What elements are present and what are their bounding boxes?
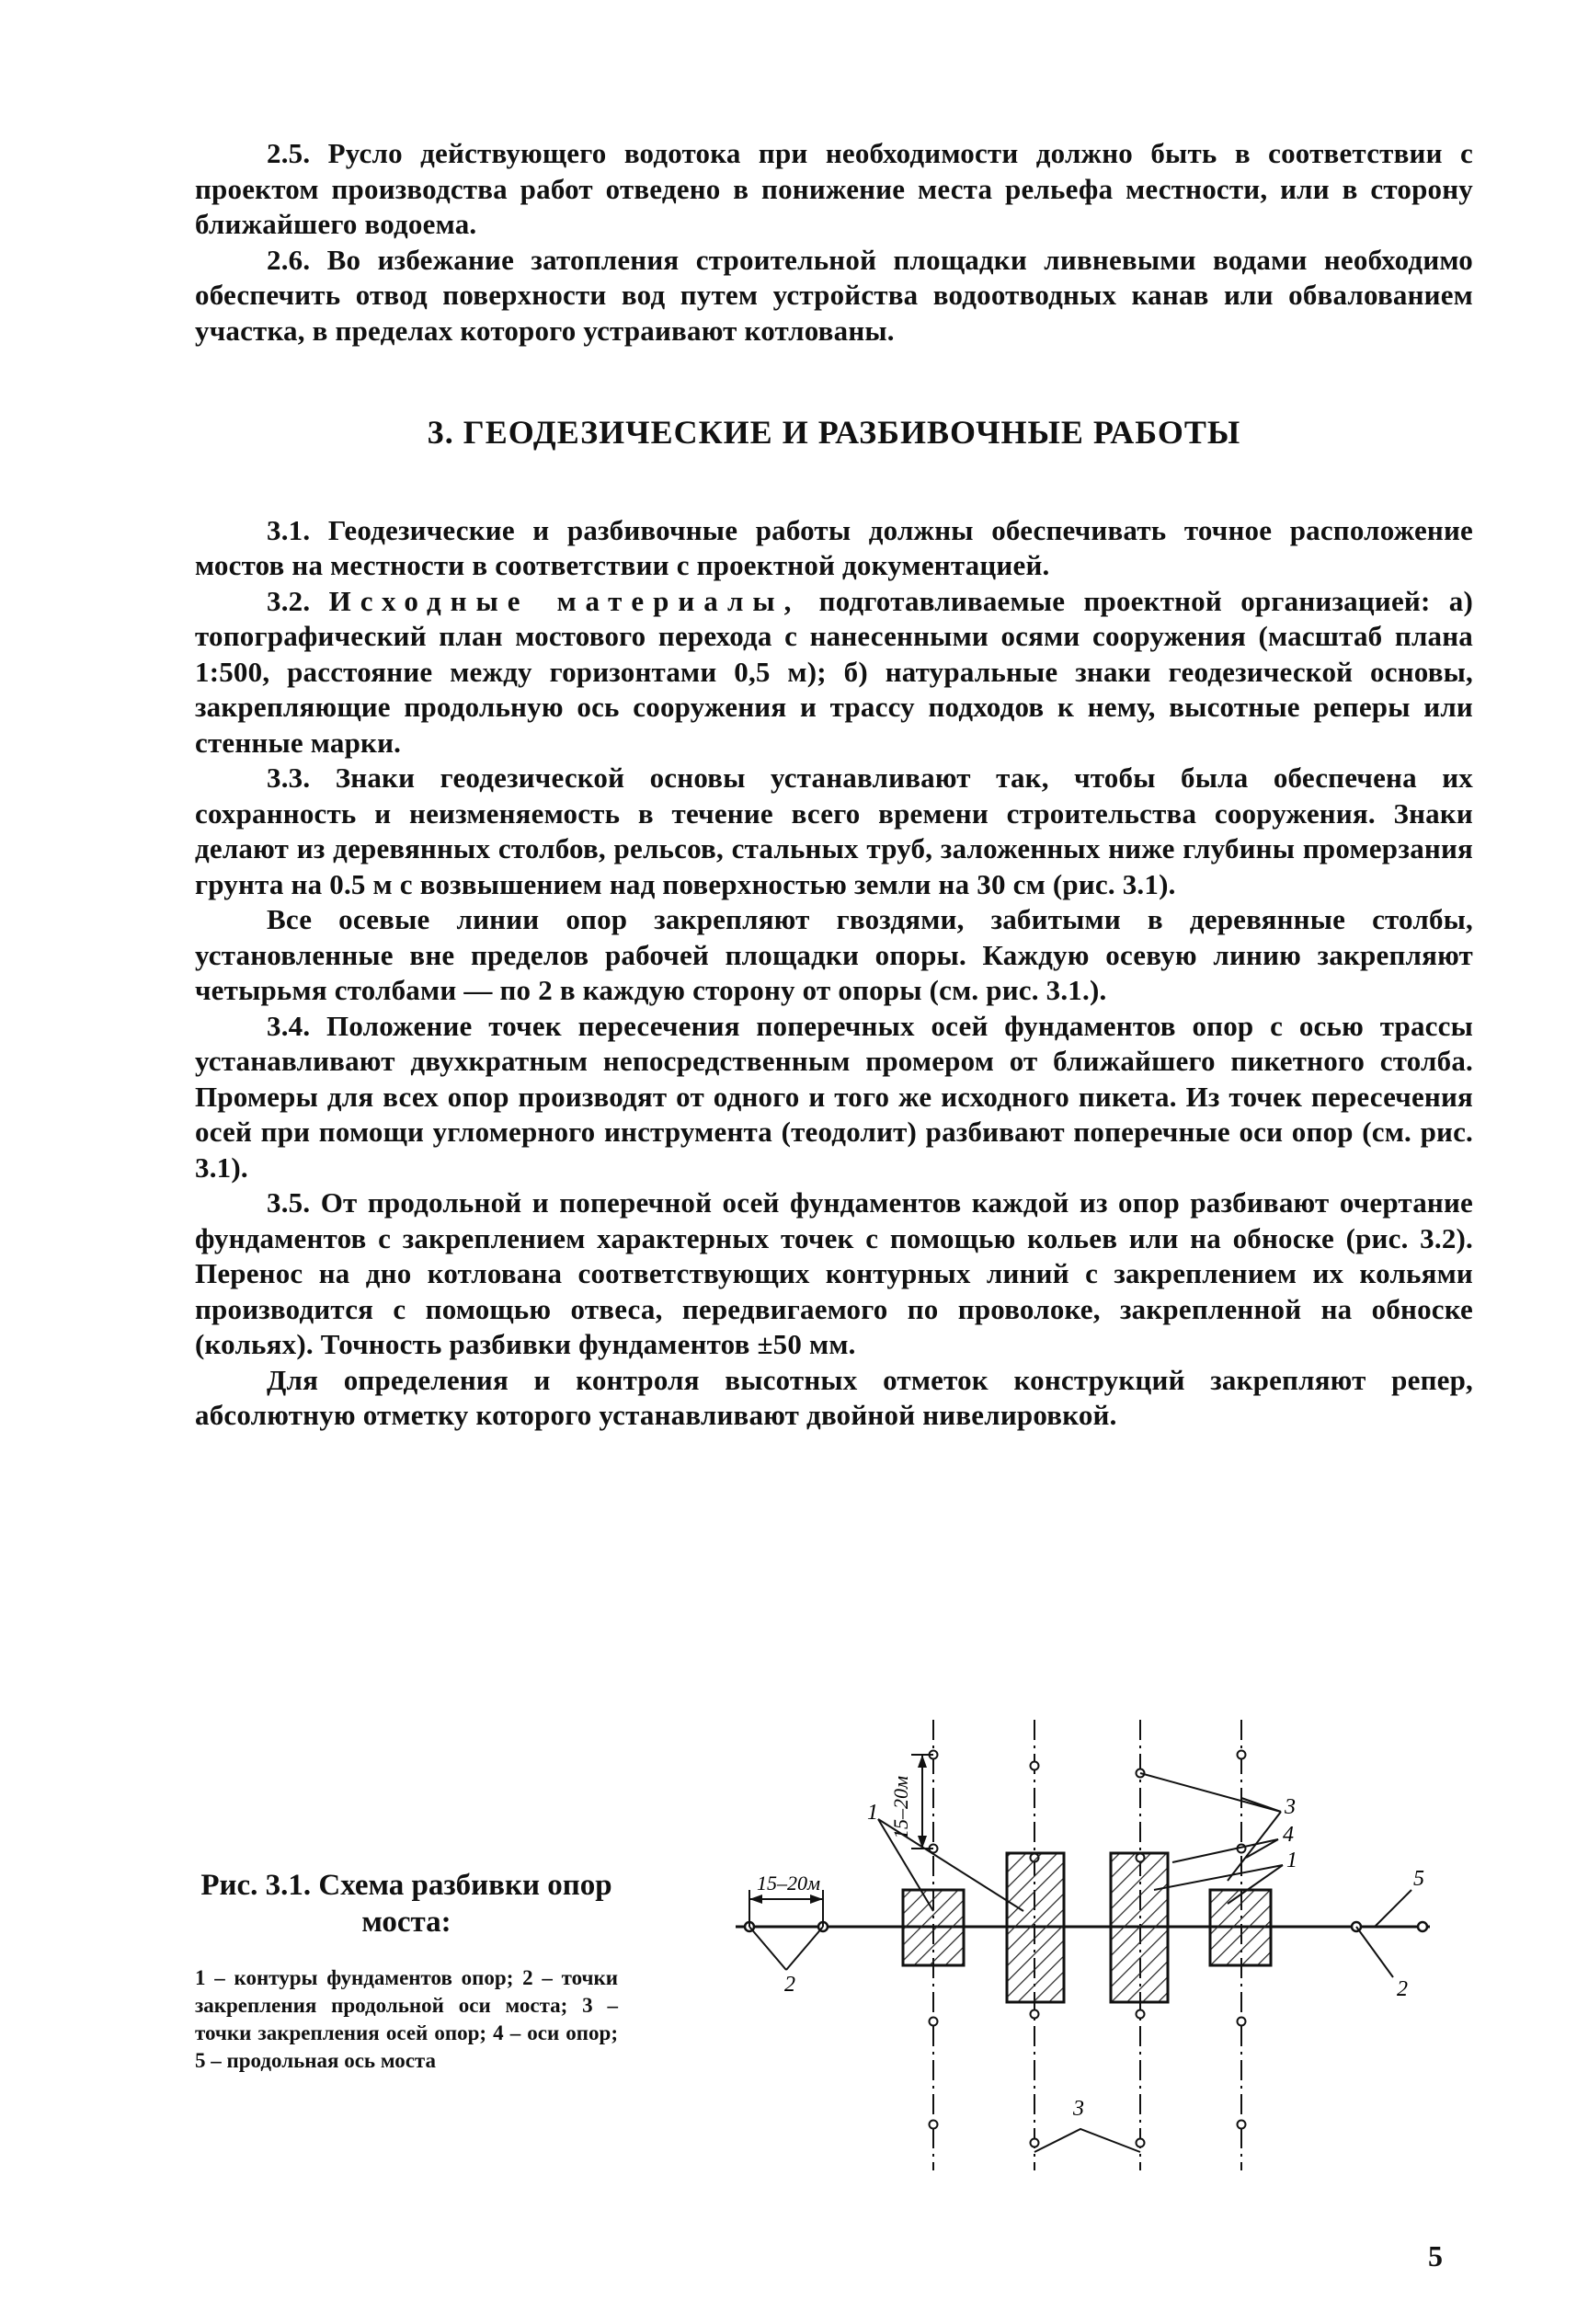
- paragraph-3-2-number: 3.2.: [267, 584, 311, 617]
- figure-caption-title: Рис. 3.1. Схема разбивки опор моста:: [200, 1869, 612, 1939]
- label-3-bottom: 3: [1073, 2097, 1084, 2121]
- paragraph-2-6: 2.6. Во избежание затопления строительной площадки ливневыми водами необходимо обеспечить отвод поверхности вод путем устройства водоотводных канав или обвалованием участка, в пределах которого устраивают котлованы.: [195, 243, 1473, 347]
- text-block: [195, 136, 1473, 1434]
- paragraph-axes: Все осевые линии опор закрепляют гвоздями, забитыми в деревянные столбы, установленные вне пределов рабочей площадки опоры. Каждую осевую линию закрепляют четырьмя столбами — по 2 в каждую сторону от опоры (см. рис. 3.1.).: [195, 903, 1473, 1006]
- foundation-1: [903, 1890, 964, 1965]
- dimension-horizontal: [749, 1890, 823, 1927]
- foundation-2: [1007, 1853, 1064, 2002]
- label-2-right: 2: [1397, 1977, 1408, 2001]
- paragraph-2-5: 2.5. Русло действующего водотока при необходимости должно быть в соответствии с проектом производства работ отведено в понижение места рельефа местности, или в сторону ближайшего водоема.: [195, 137, 1473, 240]
- paragraph-3-2: [195, 584, 1473, 761]
- paragraph-3-3: 3.3. Знаки геодезической основы устанавливают так, чтобы была обеспечена их сохранность и неизменяемость в течение всего времени строительства сооружения. Знаки делают из деревянных столбов, рельсов, стальных труб, заложенных ниже глубины промерзания грунта на 0.5 м с возвышением над поверхностью земли на 30 см (рис. 3.1).: [195, 761, 1473, 900]
- label-5: 5: [1413, 1867, 1424, 1891]
- anchor-point-right-2: [1418, 1922, 1427, 1931]
- dimension-vertical: [911, 1755, 933, 1849]
- dimension-vertical-label: 15–20м: [889, 1775, 912, 1839]
- label-2-left: 2: [784, 1973, 795, 1997]
- paragraph-3-1: 3.1. Геодезические и разбивочные работы должны обеспечивать точное расположение мостов на местности в соответствии с проектной документацией.: [195, 513, 1473, 581]
- paragraph-3-4: 3.4. Положение точек пересечения поперечных осей фундаментов опор с осью трассы устанавливают двухкратным непосредственным промером от ближайшего пикетного столба. Промеры для всех опор производят от одного и того же исходного пикета. Из точек пересечения осей при помощи угломерного инструмента (теодолит) разбивают поперечные оси опор (см. рис. 3.1).: [195, 1009, 1473, 1184]
- section-heading: 3. ГЕОДЕЗИЧЕСКИЕ И РАЗБИВОЧНЫЕ РАБОТЫ: [427, 414, 1241, 451]
- figure-caption: [195, 1867, 618, 2075]
- dimension-horizontal-label: 15–20м: [757, 1872, 821, 1895]
- paragraph-3-2-spaced-term: Исходные материалы,: [328, 584, 801, 617]
- paragraph-3-2-text: подготавливаемые проектной организацией: а) топографический план мостового перехода с нанесенными осями сооружения (масштаб плана 1:500, расстояние между горизонтами 0,5 м); б) натуральные знаки геодезической основы, закрепляющие продольную ось сооружения и трассу подходов к нему, высотные реперы или стенные марки.: [195, 584, 1473, 759]
- label-1-right: 1: [1286, 1849, 1297, 1872]
- paragraph-benchmark: Для определения и контроля высотных отметок конструкций закрепляют репер, абсолютную отметку которого устанавливают двойной нивелировкой.: [195, 1363, 1473, 1431]
- bridge-layout-diagram: [731, 1711, 1467, 2189]
- foundation-3: [1111, 1853, 1168, 2002]
- label-3-top: 3: [1285, 1795, 1296, 1819]
- leader-lines: [749, 1773, 1411, 2152]
- figure-caption-legend: 1 – контуры фундаментов опор; 2 – точки закрепления продольной оси моста; 3 – точки закрепления осей опор; 4 – оси опор; 5 – продольная ось моста: [195, 1966, 618, 2072]
- label-4: 4: [1283, 1823, 1294, 1847]
- foundation-4: [1210, 1890, 1271, 1965]
- label-1-left: 1: [867, 1801, 878, 1825]
- paragraph-3-5: 3.5. От продольной и поперечной осей фундаментов каждой из опор разбивают очертание фундаментов с закреплением характерных точек с помощью кольев или на обноске (рис. 3.2). Перенос на дно котлована соответствующих контурных линий с закреплением их кольями производится с помощью отвеса, передвигаемого по проволоке, закрепленной на обноске (кольях). Точность разбивки фундаментов ±50 мм.: [195, 1186, 1473, 1360]
- page-number: 5: [1428, 2239, 1443, 2272]
